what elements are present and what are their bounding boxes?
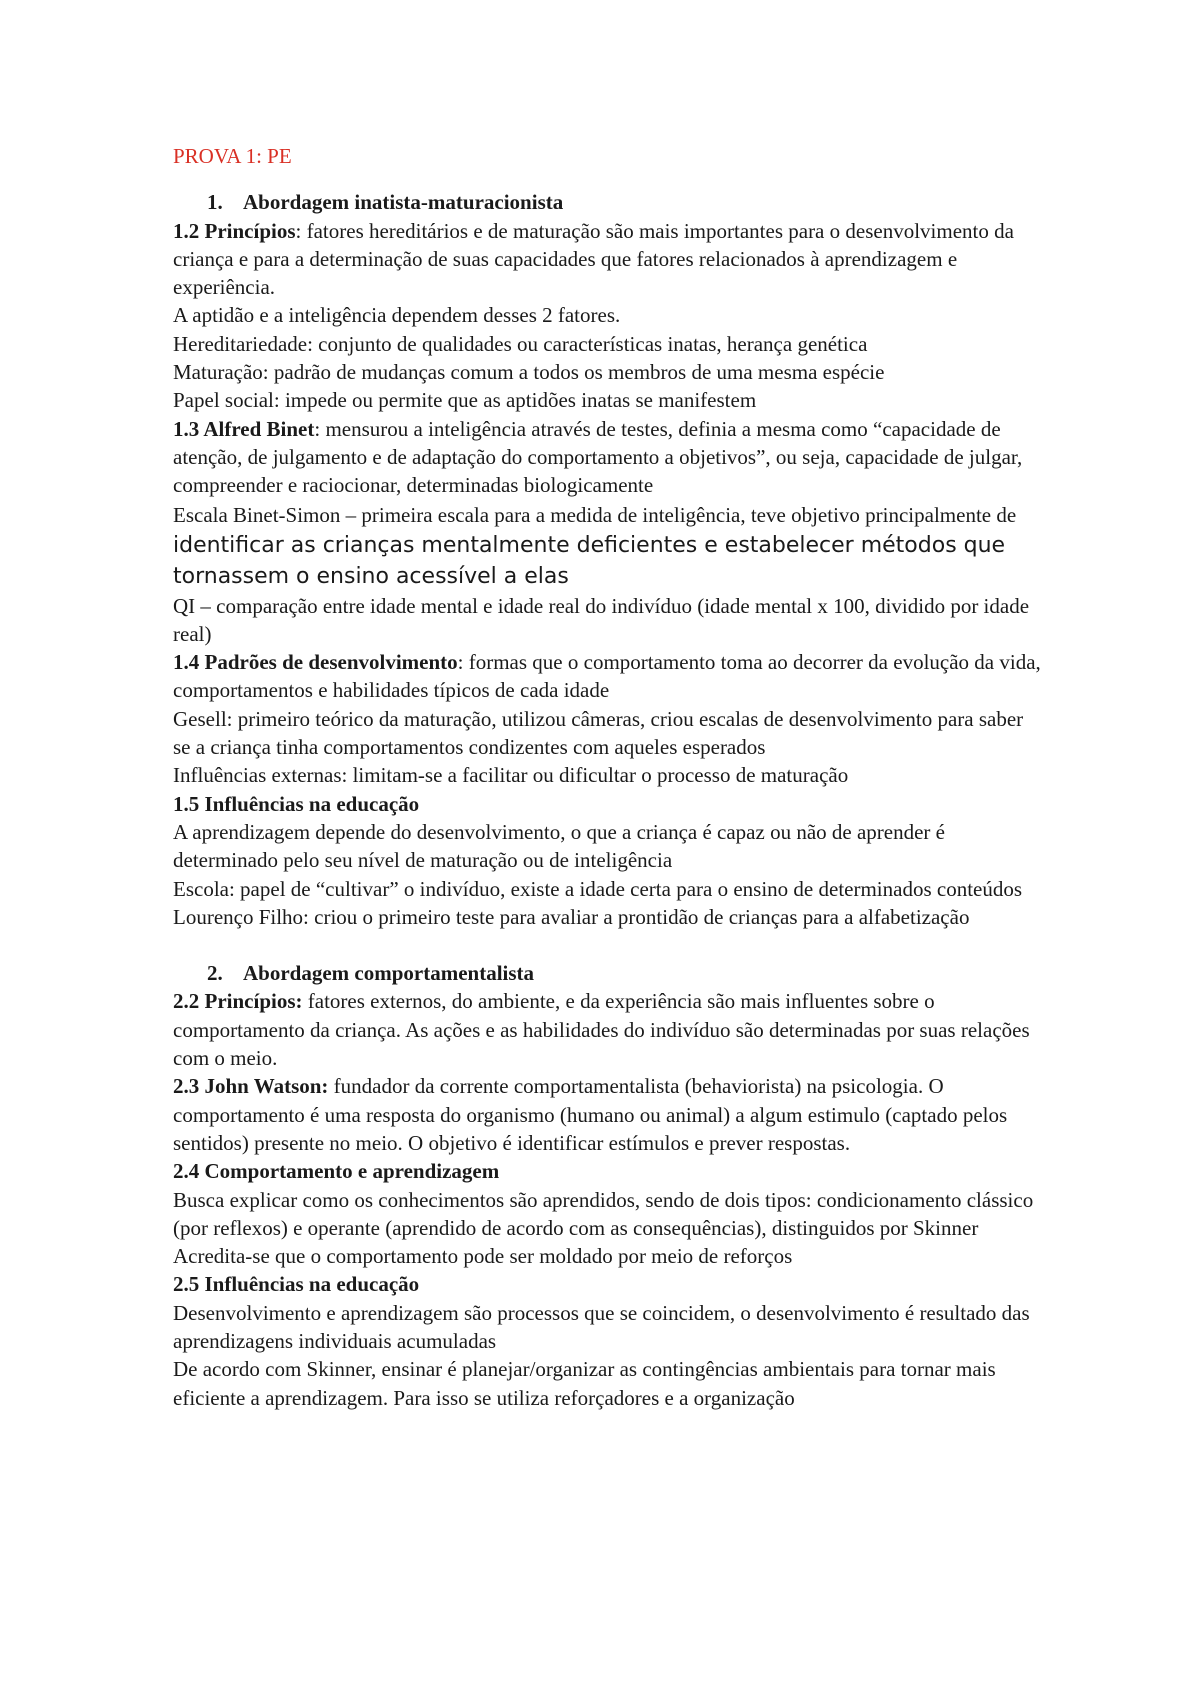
paragraph-1-5-b: Escola: papel de “cultivar” o indivíduo, existe a idade certa para o ensino de determinados conteúdos — [173, 876, 1023, 901]
label-1-4: 1.4 Padrões de desenvolvimento — [173, 650, 458, 675]
section-2-title: Abordagem comportamentalista — [243, 961, 535, 986]
label-1-2: 1.2 Princípios — [173, 218, 296, 243]
paragraph-2-4-a: Busca explicar como os conhecimentos são aprendidos, sendo de dois tipos: condicionamento clássico (por reflexos) e operante (aprendido de acordo com as consequências), distinguidos por Skinner — [173, 1187, 1034, 1240]
label-1-5: 1.5 Influências na educação — [173, 791, 420, 816]
text-escala-emphasis: identificar as crianças mentalmente deficientes e estabelecer métodos que tornassem o ensino acessível a elas — [173, 532, 1006, 589]
paragraph-2-3 — [173, 1072, 1043, 1157]
text-1-4: : formas que o comportamento toma ao decorrer da evolução da vida, comportamentos e habilidades típicos de cada idade — [173, 650, 1041, 703]
paragraph-maturacao: Maturação: padrão de mudanças comum a todos os membros de uma mesma espécie — [173, 360, 885, 385]
label-2-2: 2.2 Princípios: — [173, 989, 303, 1014]
text-1-2: : fatores hereditários e de maturação são mais importantes para o desenvolvimento da criança e para a determinação de suas capacidades que fatores relacionados à aprendizagem e experiência. — [173, 218, 1014, 300]
paragraph-1-5-c: Lourenço Filho: criou o primeiro teste para avaliar a prontidão de crianças para a alfabetização — [173, 904, 970, 929]
paragraph-2-2 — [173, 987, 1043, 1072]
text-escala: Escala Binet-Simon – primeira escala para a medida de inteligência, teve objetivo principalmente de — [173, 502, 1017, 527]
paragraph-hereditariedade: Hereditariedade: conjunto de qualidades ou características inatas, herança genética — [173, 331, 868, 356]
text-2-2: fatores externos, do ambiente, e da experiência são mais influentes sobre o comportamento da criança. As ações e as habilidades do indivíduo são determinadas por suas relações com o meio. — [173, 989, 1030, 1071]
section-2-number: 2. — [207, 961, 223, 986]
text-2-3: fundador da corrente comportamentalista (behaviorista) na psicologia. O comportamento é uma resposta do organismo (humano ou animal) a algum estimulo (captado pelos sentidos) presente no meio. O objetivo é identificar estímulos e prever respostas. — [173, 1074, 1008, 1155]
text-1-3: : mensurou a inteligência através de testes, definia a mesma como “capacidade de atenção, de julgamento e de adaptação do comportamento a objetivos”, ou seja, capacidade de julgar, compreender e raciocionar, determinadas biologicamente — [173, 416, 1023, 498]
paragraph-papel-social: Papel social: impede ou permite que as aptidões inatas se manifestem — [173, 388, 757, 413]
paragraph-1-4 — [173, 648, 1043, 705]
paragraph-1-2 — [173, 217, 1043, 302]
paragraph-2-5-b: De acordo com Skinner, ensinar é planejar/organizar as contingências ambientais para tornar mais eficiente a aprendizagem. Para isso se utiliza reforçadores e a organização — [173, 1357, 996, 1410]
paragraph-1-3 — [173, 415, 1043, 500]
document-page — [173, 142, 1043, 1412]
paragraph-escala — [173, 500, 1043, 592]
section-1-title: Abordagem inatista-maturacionista — [243, 190, 564, 215]
section-1-heading — [173, 188, 1043, 216]
section-gap — [173, 931, 1043, 959]
paragraph-1-5-a: A aprendizagem depende do desenvolvimento, o que a criança é capaz ou não de aprender é determinado pelo seu nível de maturação ou de inteligência — [173, 819, 945, 873]
section-1-number: 1. — [207, 190, 223, 215]
label-2-3: 2.3 John Watson: — [173, 1074, 329, 1099]
paragraph-influencias-externas: Influências externas: limitam-se a facilitar ou dificultar o processo de maturação — [173, 763, 849, 788]
paragraph-aptidao: A aptidão e a inteligência dependem desses 2 fatores. — [173, 303, 621, 328]
label-2-5: 2.5 Influências na educação — [173, 1272, 420, 1297]
paragraph-2-4-b: Acredita-se que o comportamento pode ser moldado por meio de reforços — [173, 1244, 793, 1269]
section-2-heading — [173, 959, 1043, 987]
paragraph-2-5-a: Desenvolvimento e aprendizagem são processos que se coincidem, o desenvolvimento é resultado das aprendizagens individuais acumuladas — [173, 1300, 1030, 1353]
document-title: PROVA 1: PE — [173, 144, 292, 168]
paragraph-qi: QI – comparação entre idade mental e idade real do indivíduo (idade mental x 100, dividido por idade real) — [173, 593, 1030, 646]
label-2-4: 2.4 Comportamento e aprendizagem — [173, 1159, 500, 1184]
paragraph-gesell: Gesell: primeiro teórico da maturação, utilizou câmeras, criou escalas de desenvolvimento para saber se a criança tinha comportamentos condizentes com aqueles esperados — [173, 706, 1024, 760]
label-1-3: 1.3 Alfred Binet — [173, 416, 315, 441]
